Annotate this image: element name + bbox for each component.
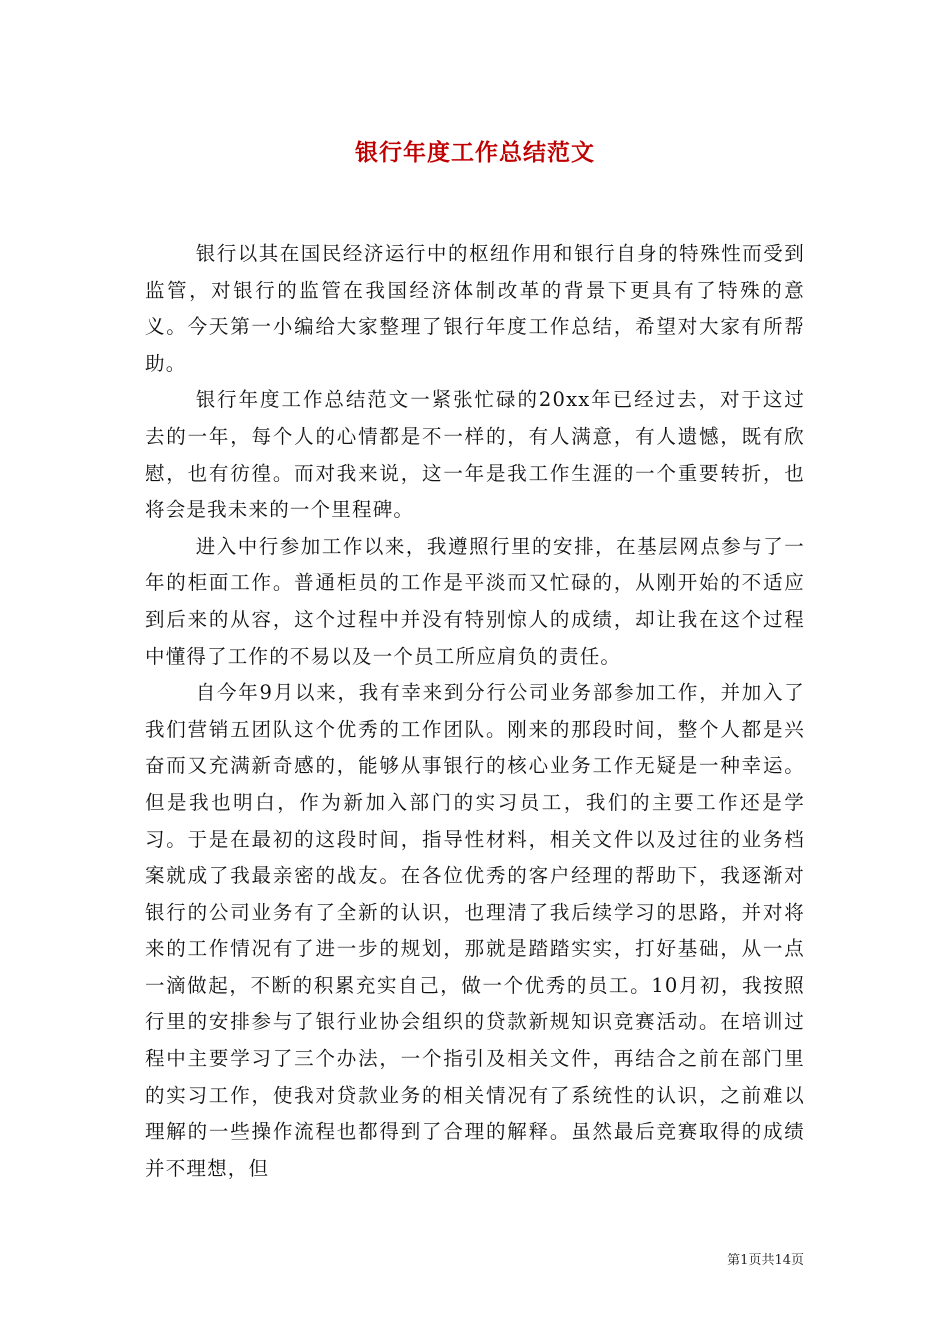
paragraph-year-review: 银行年度工作总结范文一紧张忙碌的20xx年已经过去，对于这过去的一年，每个人的心情都是不一样的，有人满意，有人遗憾，既有欣慰，也有彷徨。而对我来说，这一年是我工作生涯的一个重要转折，也将会是我未来的一个里程碑。 <box>145 388 805 522</box>
document-body <box>145 236 805 1187</box>
paragraph-counter-work: 进入中行参加工作以来，我遵照行里的安排，在基层网点参与了一年的柜面工作。普通柜员的工作是平淡而又忙碌的，从刚开始的不适应到后来的从容，这个过程中并没有特别惊人的成绩，却让我在这个过程中懂得了工作的不易以及一个员工所应肩负的责任。 <box>145 534 805 668</box>
paragraph-corporate-business: 自今年9月以来，我有幸来到分行公司业务部参加工作，并加入了我们营销五团队这个优秀的工作团队。刚来的那段时间，整个人都是兴奋而又充满新奇感的，能够从事银行的核心业务工作无疑是一种幸运。但是我也明白，作为新加入部门的实习员工，我们的主要工作还是学习。于是在最初的这段时间，指导性材料，相关文件以及过往的业务档案就成了我最亲密的战友。在各位优秀的客户经理的帮助下，我逐渐对银行的公司业务有了全新的认识，也理清了我后续学习的思路，并对将来的工作情况有了进一步的规划，那就是踏踏实实，打好基础，从一点一滴做起，不断的积累充实自己，做一个优秀的员工。10月初，我按照行里的安排参与了银行业协会组织的贷款新规知识竞赛活动。在培训过程中主要学习了三个办法，一个指引及相关文件，再结合之前在部门里的实习工作，使我对贷款业务的相关情况有了系统性的认识，之前难以理解的一些操作流程也都得到了合理的解释。虽然最后竞赛取得的成绩并不理想，但 <box>145 681 805 1180</box>
page-number: 第1页共14页 <box>727 1253 804 1268</box>
document-title: 银行年度工作总结范文 <box>355 139 595 166</box>
paragraph-intro: 银行以其在国民经济运行中的枢纽作用和银行自身的特殊性而受到监管，对银行的监管在我国经济体制改革的背景下更具有了特殊的意义。今天第一小编给大家整理了银行年度工作总结，希望对大家有所帮助。 <box>145 242 805 375</box>
